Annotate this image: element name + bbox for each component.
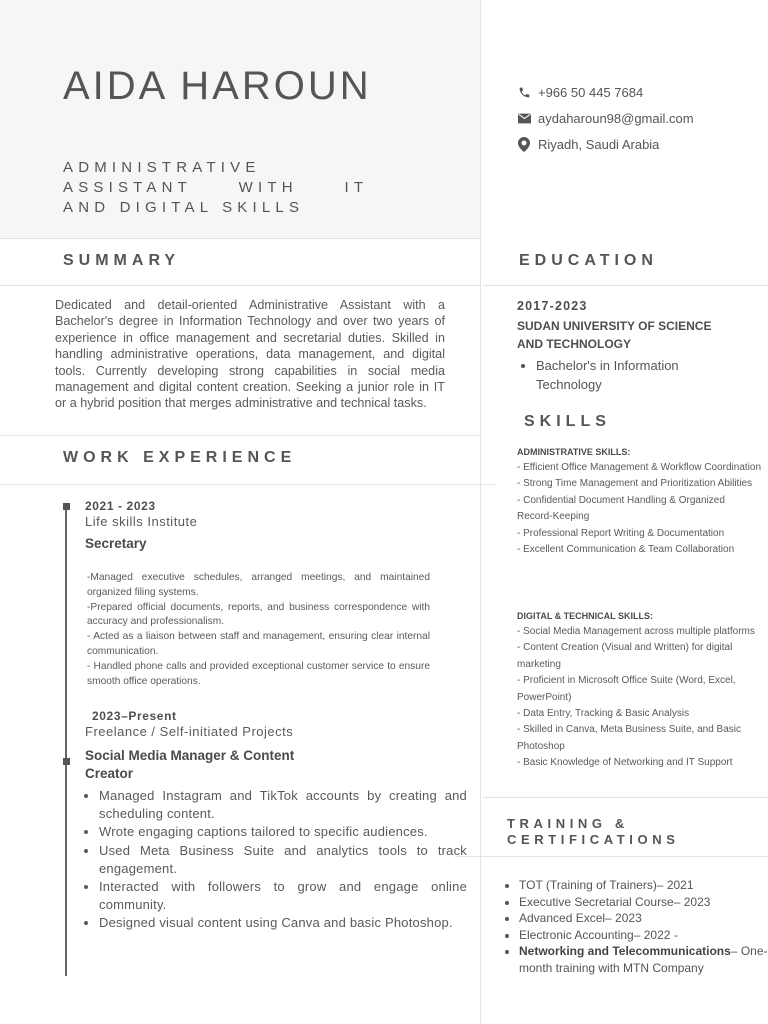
job-2-bullet: • Managed Instagram and TikTok accounts by creating and scheduling content. bbox=[99, 787, 467, 823]
job-2-bullet: • Designed visual content using Canva and basic Photoshop. bbox=[99, 914, 467, 932]
training-list bbox=[505, 877, 768, 977]
education-heading: EDUCATION bbox=[519, 252, 658, 269]
skill-item: - Strong Time Management and Prioritization Abilities bbox=[517, 478, 753, 490]
education-school: SUDAN UNIVERSITY OF SCIENCE AND TECHNOLOGY bbox=[517, 319, 712, 351]
job-1-description bbox=[87, 571, 430, 689]
timeline-marker bbox=[63, 503, 70, 510]
job-2-bullet-list bbox=[85, 787, 467, 933]
training-item: • TOT (Training of Trainers)– 2021 bbox=[519, 877, 768, 894]
phone-icon bbox=[517, 86, 531, 100]
skill-item: - Excellent Communication & Team Collaboration bbox=[517, 544, 735, 556]
training-item: • Advanced Excel– 2023 bbox=[519, 910, 768, 927]
job-2-bullet: • Used Meta Business Suite and analytics tools to track engagement. bbox=[99, 842, 467, 878]
skill-item: - Confidential Document Handling & Organized Record-Keeping bbox=[517, 494, 725, 523]
job-1-duty: -Prepared official documents, reports, and business correspondence with accuracy and professionalism. bbox=[87, 601, 430, 628]
skill-item: - Skilled in Canva, Meta Business Suite, and Basic Photoshop bbox=[517, 724, 741, 752]
divider bbox=[482, 797, 768, 798]
divider bbox=[0, 238, 480, 239]
job-1-organization: Life skills Institute bbox=[85, 514, 198, 529]
training-item-rest: – One-month training with MTN Company bbox=[519, 944, 768, 975]
contact-location bbox=[517, 137, 659, 152]
job-2-years: 2023–Present bbox=[92, 709, 177, 723]
job-1-role: Secretary bbox=[85, 536, 147, 551]
skill-item: - Basic Knowledge of Networking and IT Support bbox=[517, 757, 733, 769]
divider bbox=[0, 484, 495, 485]
job-2-role: Social Media Manager & Content Creator bbox=[85, 748, 295, 781]
digital-skills-heading: DIGITAL & TECHNICAL SKILLS: bbox=[517, 611, 653, 621]
job-1-duty: - Acted as a liaison between staff and management, ensuring clear internal communication. bbox=[87, 631, 430, 657]
job-title-line-3: AND DIGITAL SKILLS bbox=[63, 199, 305, 216]
work-experience-heading: WORK EXPERIENCE bbox=[63, 449, 297, 466]
education-degree-list bbox=[520, 356, 736, 394]
job-1-years: 2021 - 2023 bbox=[85, 499, 156, 513]
location-pin-icon bbox=[517, 138, 531, 152]
job-title-line-1: ADMINISTRATIVE bbox=[63, 159, 261, 176]
training-item-bold: Networking and Telecommunications bbox=[519, 944, 731, 959]
job-title-line-2: ASSISTANT WITH IT bbox=[63, 179, 369, 196]
training-heading-line-2: CERTIFICATIONS bbox=[507, 832, 680, 847]
skill-item: - Proficient in Microsoft Office Suite (Word, Excel, PowerPoint) bbox=[517, 675, 736, 703]
phone-number: +966 50 445 7684 bbox=[538, 85, 644, 100]
job-1-duty: -Managed executive schedules, arranged meetings, and maintained organized filing systems. bbox=[87, 572, 430, 598]
skills-heading: SKILLS bbox=[524, 413, 611, 430]
skill-item: - Content Creation (Visual and Written) for digital marketing bbox=[517, 642, 733, 670]
divider bbox=[482, 285, 768, 286]
column-divider bbox=[480, 0, 481, 1024]
admin-skills-list bbox=[517, 460, 762, 558]
job-2-bullet: • Interacted with followers to grow and engage online community. bbox=[99, 878, 467, 914]
timeline-marker bbox=[63, 758, 70, 765]
divider bbox=[455, 856, 768, 857]
skill-item: - Data Entry, Tracking & Basic Analysis bbox=[517, 708, 690, 720]
contact-email[interactable] bbox=[517, 111, 694, 126]
training-item: • Executive Secretarial Course– 2023 bbox=[519, 894, 768, 911]
divider bbox=[0, 285, 480, 286]
mail-icon bbox=[517, 112, 531, 126]
email-address: aydaharoun98@gmail.com bbox=[538, 111, 694, 126]
education-degree: • Bachelor's in Information Technology bbox=[536, 356, 736, 394]
skill-item: - Professional Report Writing & Documentation bbox=[517, 527, 725, 539]
training-item bbox=[519, 943, 768, 976]
contact-phone[interactable] bbox=[517, 85, 643, 100]
digital-skills-list bbox=[517, 624, 762, 772]
divider bbox=[0, 435, 480, 436]
summary-heading: SUMMARY bbox=[63, 252, 181, 269]
candidate-name: AIDA HAROUN bbox=[63, 64, 372, 108]
skill-item: - Efficient Office Management & Workflow Coordination bbox=[517, 462, 762, 473]
timeline-bar bbox=[65, 504, 67, 976]
location-text: Riyadh, Saudi Arabia bbox=[538, 137, 660, 152]
training-item: • Electronic Accounting– 2022 - bbox=[519, 927, 768, 944]
admin-skills-heading: ADMINISTRATIVE SKILLS: bbox=[517, 447, 631, 457]
job-2-bullet: • Wrote engaging captions tailored to specific audiences. bbox=[99, 823, 467, 841]
training-heading-line-1: TRAINING & bbox=[507, 816, 629, 831]
education-years: 2017-2023 bbox=[517, 299, 588, 313]
job-2-organization: Freelance / Self-initiated Projects bbox=[85, 724, 294, 739]
summary-text: Dedicated and detail-oriented Administrative Assistant with a Bachelor's degree in Information Technology and over two years of experience in office management and secretarial duties. Skilled in handling administrative operations, data management, and digital tools. Currently developing strong capabilities in social media management and digital content creation. Seeking a junior role in IT or a hybrid position that merges administrative and technical tasks. bbox=[55, 298, 445, 411]
job-1-duty: - Handled phone calls and provided exceptional customer service to ensure smooth office operations. bbox=[87, 660, 430, 687]
skill-item: - Social Media Management across multiple platforms bbox=[517, 626, 755, 637]
